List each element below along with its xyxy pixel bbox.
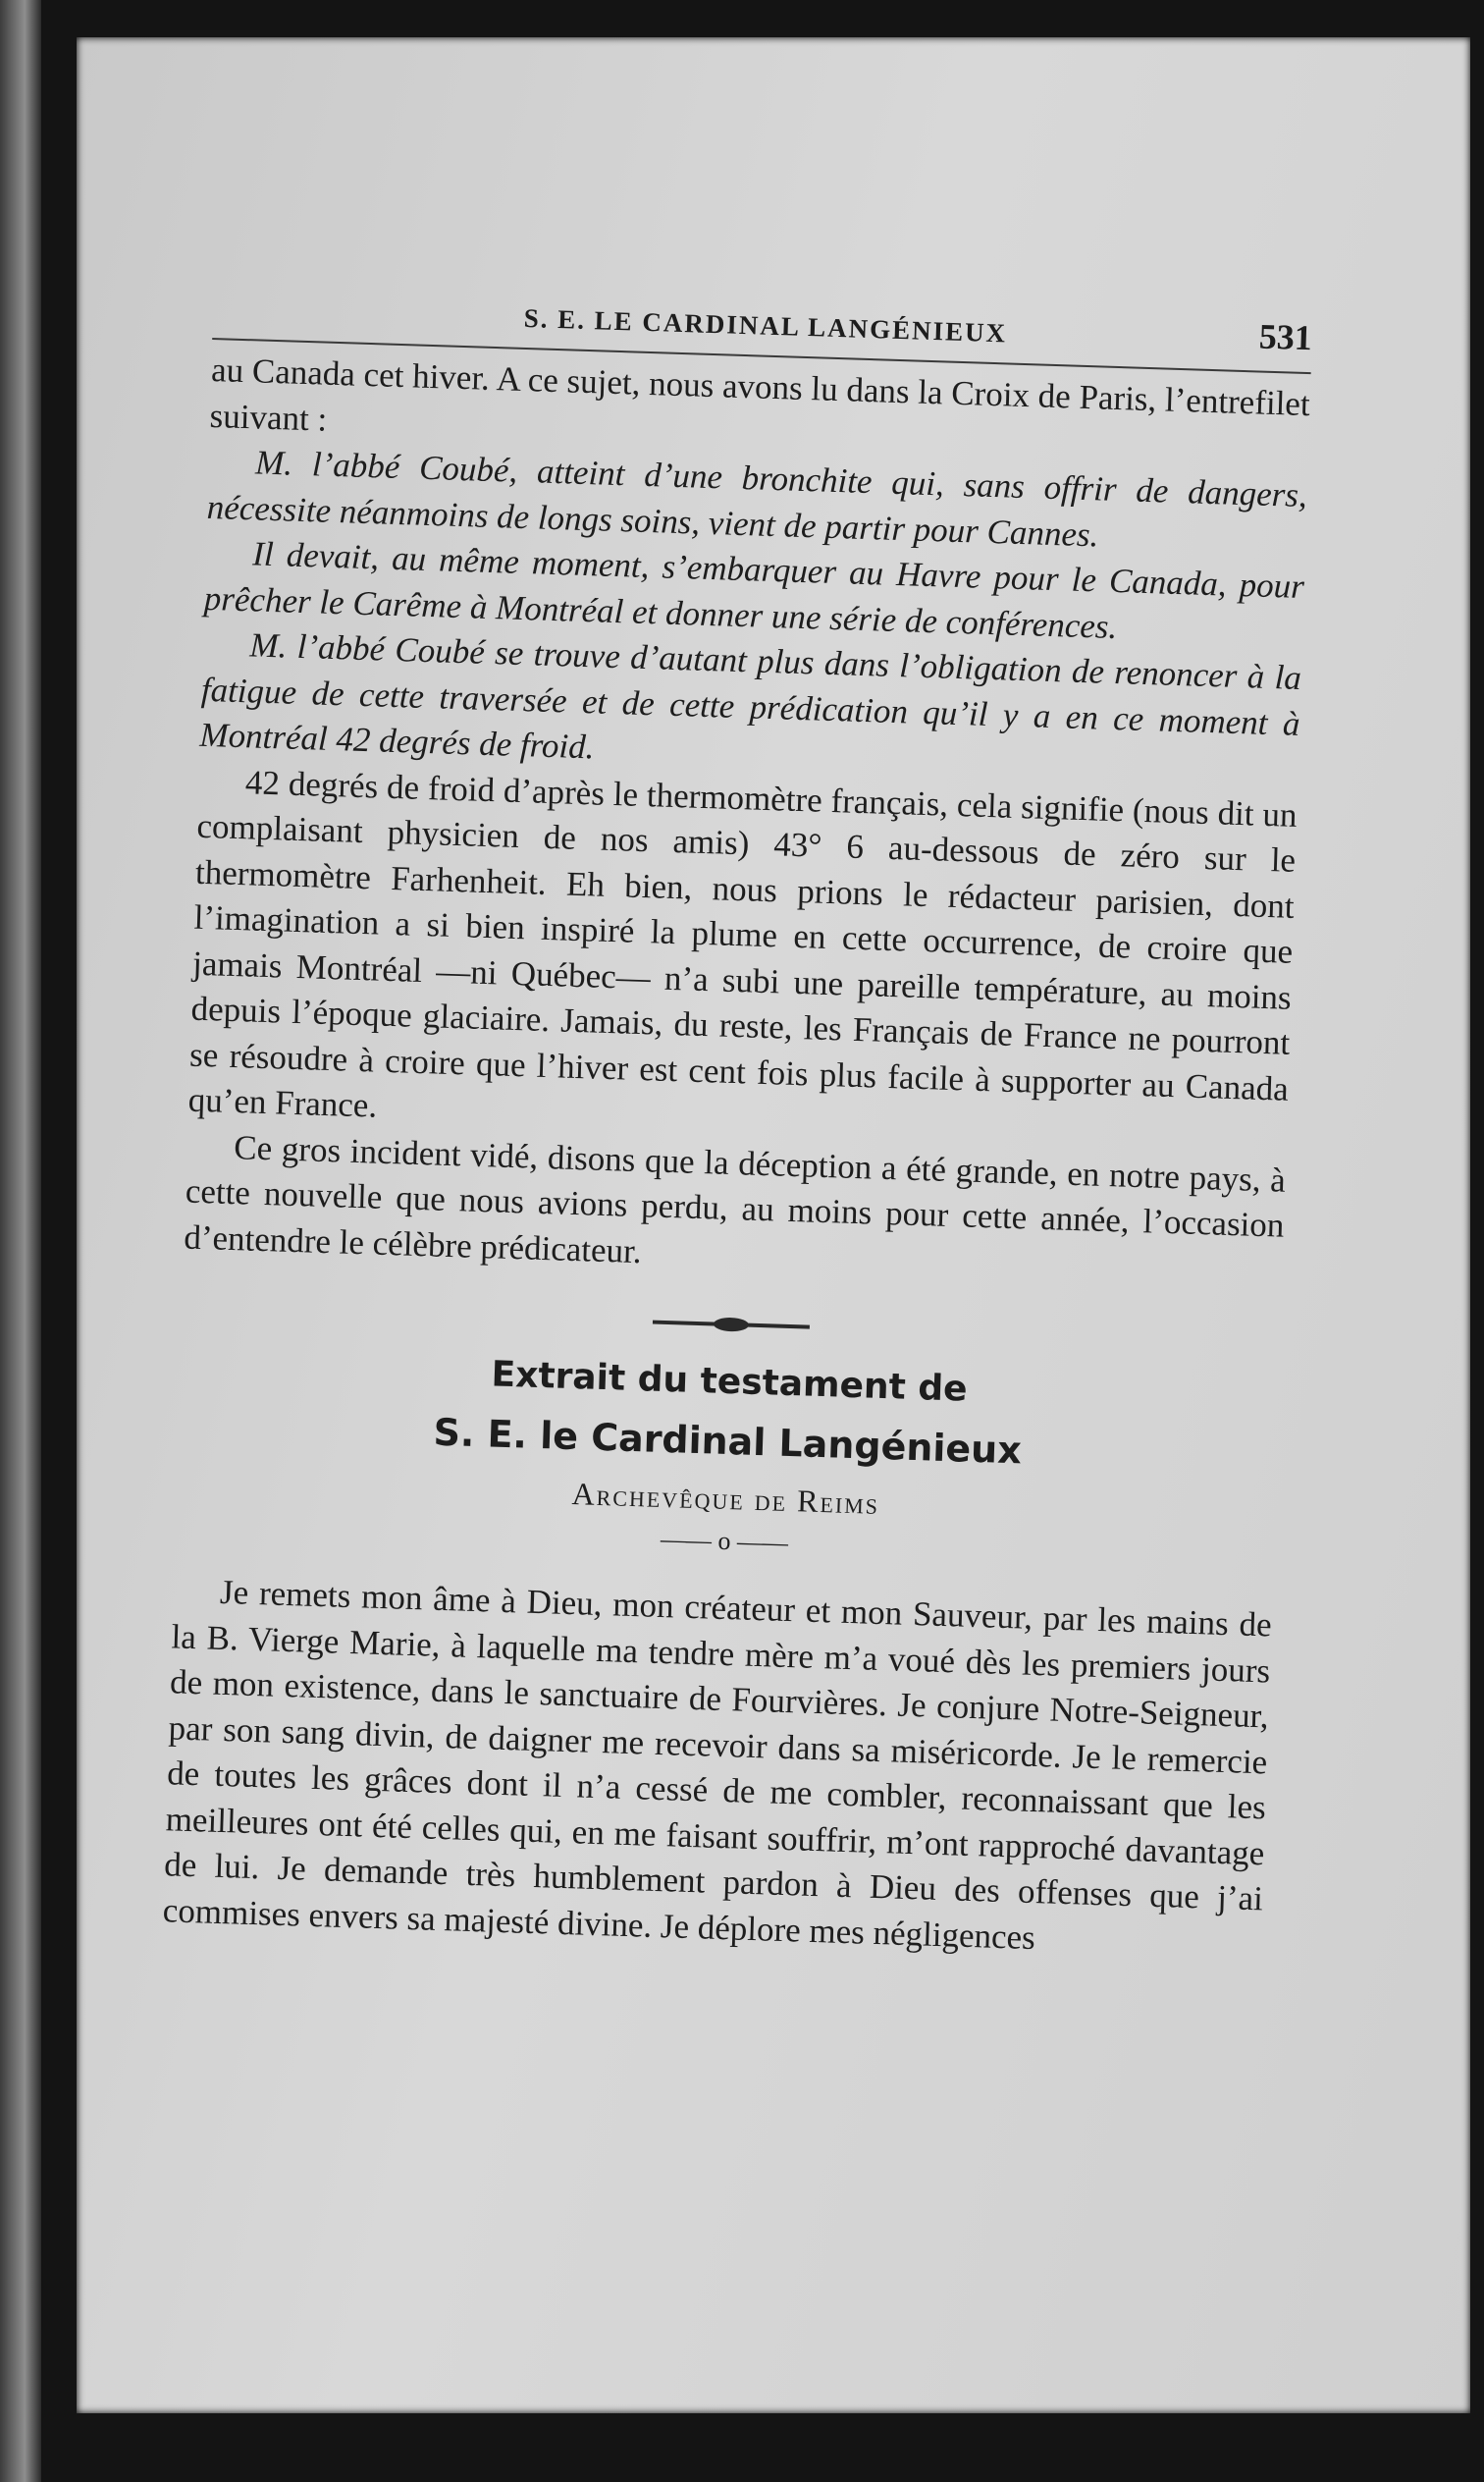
left-page-edge — [0, 0, 41, 2482]
section-rule: —— o —— — [660, 1524, 789, 1558]
quote-paragraph: M. l’abbé Coubé se trouve d’autant plus dans l’obligation de renoncer à la fatigue de cette traversée et de cette prédication qu’il y a en ce moment à Montréal 42 degrés de froid. — [198, 625, 1302, 767]
testament-paragraph: Je remets mon âme à Dieu, mon créateur et mon Sauveur, par les mains de la B. Vierge Marie, à laquelle ma tendre mère m’a voué dès les premiers jours de mon existence, dans le sanctuaire de Fourvières. Je conjure Notre-Seigneur, par son sang divin, de daigner me recevoir dans sa miséricorde. Je le remercie de toutes les grâces dont il n’a cessé de me combler, reconnaissant que les meilleures ont été celles qui, en me faisant souffrir, m’ont rapproché davantage de lui. Je demande très humblement pardon à Dieu des offenses que j’ai commises envers sa majesté divine. Je déplore mes négligences — [162, 1572, 1273, 1957]
running-title: S. E. LE CARDINAL LANGÉNIEUX — [523, 302, 1008, 349]
paragraph: au Canada cet hiver. A ce sujet, nous avons lu dans la Croix de Paris, l’entrefilet suivant : — [209, 350, 1311, 439]
section-title-line2: S. E. le Cardinal Langénieux — [432, 1410, 1023, 1473]
quote-paragraph: Il devait, au même moment, s’embarquer au Havre pour le Canada, pour prêcher le Carême à Montréal et donner une série de conférences. — [203, 534, 1305, 646]
text-block — [162, 283, 1312, 1968]
book-page — [77, 37, 1470, 2413]
quote-paragraph: M. l’abbé Coubé, atteint d’une bronchite qui, sans offrir de dangers, nécessite néanmoins de longs soins, vient de partir pour Cannes. — [206, 443, 1308, 554]
paragraph: 42 degrés de froid d’après le thermomètre français, cela signifie (nous dit un complaisant physicien de nos amis) 43° 6 au-dessous de zéro sur le thermomètre Farhenheit. Eh bien, nous prions le rédacteur parisien, dont l’imagination a si bien inspiré la plume en cette occurrence, de croire que jamais Montréal —ni Québec— n’a subi une pareille température, au moins depuis l’époque glaciaire. Jamais, du reste, les Français de France ne pourront se résoudre à croire que l’hiver est cent fois plus facile à supporter au Canada qu’en France. — [187, 762, 1298, 1125]
section-title-line1: Extrait du testament de — [491, 1354, 969, 1410]
paragraph: Ce gros incident vidé, disons que la déception a été grande, en notre pays, à cette nouvelle que nous avions perdu, au moins pour cette année, l’occasion d’entendre le célèbre prédicateur. — [183, 1127, 1287, 1270]
section-subtitle: Archevêque de Reims — [571, 1476, 880, 1521]
page-number: 531 — [1258, 316, 1313, 358]
ornament-divider — [653, 1321, 810, 1329]
